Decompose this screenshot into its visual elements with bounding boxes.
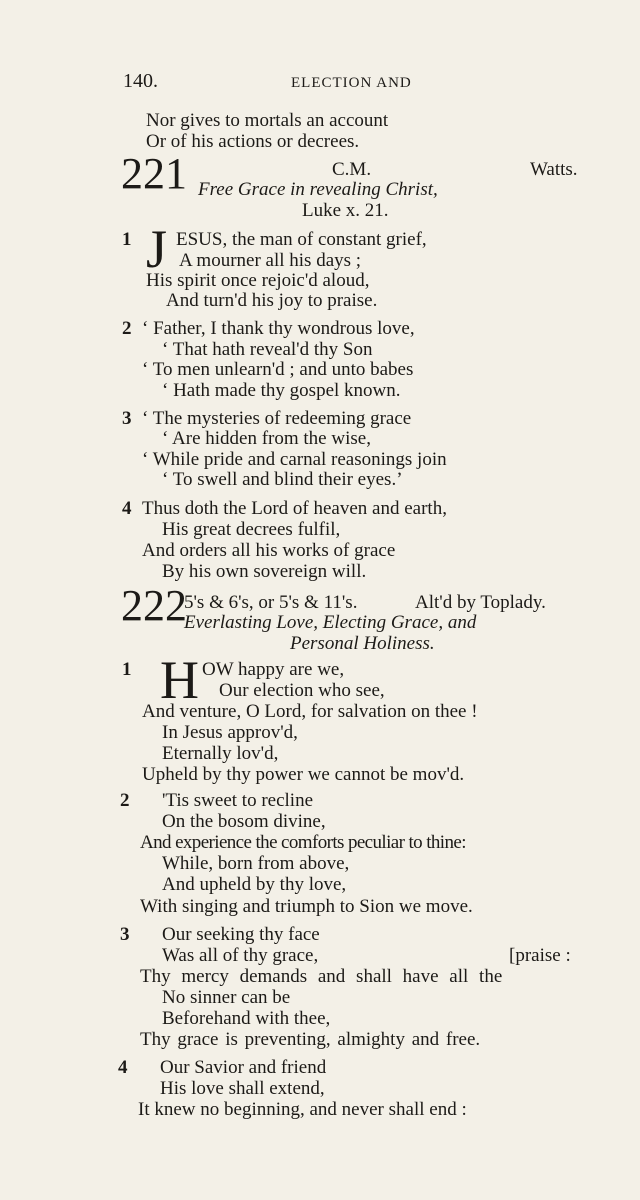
text-line: On the bosom divine, [162,811,326,832]
verse-number: 3 [122,408,132,429]
text-line: Upheld by thy power we cannot be mov'd. [142,764,465,785]
text-line: Or of his actions or decrees. [146,131,360,152]
text-line: By his own sovereign will. [162,561,367,582]
text-line: 'Tis sweet to recline [162,790,314,811]
hymn-author: Watts. [530,159,578,180]
text-line: It knew no beginning, and never shall end : [138,1099,467,1120]
text-line: Thy grace is preventing, almighty and free. [140,1029,481,1050]
verse-number: 2 [122,318,132,339]
text-line: A mourner all his days ; [179,250,362,271]
text-line: ‘ That hath reveal'd thy Son [162,339,373,360]
text-line: In Jesus approv'd, [162,722,298,743]
drop-cap: H [160,650,199,710]
text-line: Our seeking thy face [162,924,320,945]
text-line: While, born from above, [162,853,350,874]
hymn-title-line-2: Personal Holiness. [290,633,435,654]
verse-number: 4 [122,498,132,519]
text-line: OW happy are we, [202,659,345,680]
text-line: ESUS, the man of constant grief, [176,229,427,250]
hymn-number: 222 [121,581,187,630]
text-line: Eternally lov'd, [162,743,279,764]
text-line: ‘ The mysteries of redeeming grace [142,408,412,429]
text-line: ‘ Are hidden from the wise, [162,428,371,449]
text-line: [praise : [509,945,571,966]
hymn-meter: C.M. [332,159,372,180]
text-line: Beforehand with thee, [162,1008,331,1029]
hymn-number: 221 [121,149,187,198]
text-line: Nor gives to mortals an account [146,110,389,131]
drop-cap: J [146,219,168,279]
text-line: Our Savior and friend [160,1057,327,1078]
hymn-meter: 5's & 6's, or 5's & 11's. [184,592,358,613]
text-line: ‘ Hath made thy gospel known. [162,380,401,401]
text-line: Was all of thy grace, [162,945,319,966]
verse-number: 3 [120,924,130,945]
text-line: ‘ To swell and blind their eyes.’ [162,469,403,490]
text-line: Thus doth the Lord of heaven and earth, [142,498,447,519]
text-line: Thy mercy demands and shall have all the [140,966,503,987]
text-line: And turn'd his joy to praise. [166,290,378,311]
text-line: His great decrees fulfil, [162,519,341,540]
text-line: ‘ While pride and carnal reasonings join [142,449,447,470]
text-line: With singing and triumph to Sion we move. [140,896,473,917]
text-line: And orders all his works of grace [142,540,396,561]
verse-number: 1 [122,659,132,680]
page-number: 140. [123,70,158,92]
text-line: And experience the comforts peculiar to thine: [140,832,466,853]
hymn-scripture: Luke x. 21. [302,200,389,221]
hymn-title: Free Grace in revealing Christ, [198,179,438,200]
verse-number: 1 [122,229,132,250]
running-title: ELECTION AND [291,75,412,91]
text-line: His love shall extend, [160,1078,325,1099]
text-line: And upheld by thy love, [162,874,347,895]
text-line: ‘ To men unlearn'd ; and unto babes [142,359,414,380]
text-line: His spirit once rejoic'd aloud, [146,270,370,291]
verse-number: 4 [118,1057,128,1078]
verse-number: 2 [120,790,130,811]
text-line: And venture, O Lord, for salvation on thee ! [142,701,478,722]
hymn-title: Everlasting Love, Electing Grace, and [184,612,477,633]
text-line: Our election who see, [219,680,385,701]
text-line: No sinner can be [162,987,291,1008]
text-line: ‘ Father, I thank thy wondrous love, [142,318,415,339]
hymn-author: Alt'd by Toplady. [415,592,546,613]
